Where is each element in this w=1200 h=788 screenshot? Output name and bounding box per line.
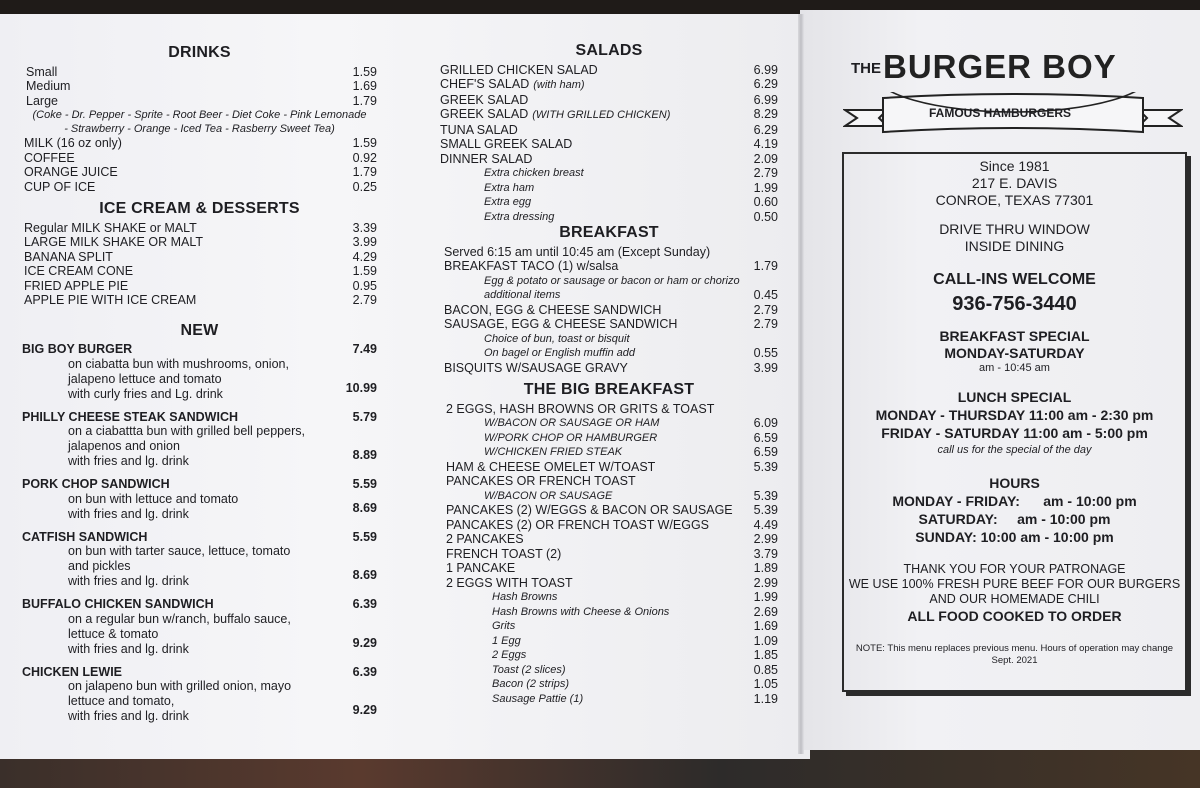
list-item <box>440 590 778 605</box>
item-price: 1.99 <box>753 180 778 195</box>
item-price: 3.99 <box>352 235 377 249</box>
item-name: Hash Browns <box>492 591 558 603</box>
item-name: PHILLY CHEESE STEAK SANDWICH <box>22 409 239 424</box>
item-name: PORK CHOP SANDWICH <box>22 477 170 491</box>
bun-choice-note: Choice of bun, toast or bisquit <box>484 332 630 345</box>
item-name: Toast (2 slices) <box>492 663 566 676</box>
item-description: on a regular bun w/ranch, buffalo sauce, <box>68 611 291 626</box>
item-name: Grits <box>492 620 516 632</box>
list-item: additional items 0.45 <box>484 288 778 302</box>
list-item: BREAKFAST TACO (1) w/salsa 1.79 <box>444 259 778 273</box>
item-note: (WITH GRILLED CHICKEN) <box>532 109 671 121</box>
item-name: Extra egg <box>484 196 532 208</box>
list-item <box>440 63 778 78</box>
item-price: 6.59 <box>753 445 778 459</box>
item-price: 0.85 <box>753 662 778 677</box>
item-name: Medium <box>26 79 71 93</box>
item-price: 1.79 <box>352 93 377 108</box>
item-price: 2.79 <box>753 302 778 317</box>
info-box <box>842 152 1187 692</box>
section-title-breakfast: BREAKFAST <box>559 224 659 241</box>
list-item <box>22 235 377 250</box>
service-block: DRIVE THRU WINDOW INSIDE DINING <box>939 221 1090 254</box>
item-price: 8.29 <box>753 107 778 121</box>
item-name: PANCAKES (2) W/EGGS & BACON OR SAUSAGE <box>446 503 733 517</box>
menu-column-drinks-new <box>22 44 377 732</box>
desserts-list <box>22 221 377 308</box>
item-price: 5.79 <box>352 409 377 424</box>
list-item <box>440 152 778 167</box>
brand-name: BURGER BOY <box>883 48 1117 85</box>
list-item <box>22 264 377 279</box>
item-price: 1.59 <box>352 64 377 79</box>
list-item <box>440 210 778 225</box>
item-name: 1 Egg <box>492 634 521 647</box>
list-item <box>22 293 377 308</box>
breakfast-served-hours: Served 6:15 am until 10:45 am (Except Sunday) <box>444 244 711 259</box>
item-price: 6.59 <box>753 430 778 445</box>
item-name: ICE CREAM CONE <box>24 264 134 278</box>
item-name: FRIED APPLE PIE <box>24 278 129 293</box>
list-item <box>440 518 778 533</box>
item-price: 0.50 <box>753 209 778 224</box>
item-price: 1.19 <box>753 691 778 706</box>
item-description: with fries and lg. drink <box>68 709 189 723</box>
paper-fold <box>798 14 804 754</box>
item-name: Bacon (2 strips) <box>492 678 570 690</box>
item-price: 5.39 <box>753 503 778 517</box>
item-price: 4.29 <box>352 249 377 264</box>
item-description: with fries and lg. drink <box>68 574 189 588</box>
brand-the: THE <box>851 60 881 77</box>
item-description: jalapenos and onion <box>68 439 180 453</box>
hours-block: HOURS MONDAY - FRIDAY: am - 10:00 pm SATURDAY: am - 10:00 pm SUNDAY: 10:00 am - 10:00 pm <box>892 475 1137 545</box>
item-name: PANCAKES (2) OR FRENCH TOAST W/EGGS <box>446 517 710 532</box>
new-menu-item <box>22 410 377 470</box>
item-price: 1.79 <box>352 165 377 179</box>
item-price: 2.79 <box>352 293 377 307</box>
item-price: 6.09 <box>753 416 778 430</box>
list-item: BISQUITS W/SAUSAGE GRAVY 3.99 <box>444 360 778 375</box>
big-breakfast-items <box>440 503 778 590</box>
item-name: TUNA SALAD <box>440 122 518 137</box>
item-name: W/PORK CHOP OR HAMBURGER <box>484 431 658 444</box>
list-item <box>440 137 778 152</box>
menu-column-salads-breakfast <box>440 42 778 706</box>
section-title-desserts: ICE CREAM & DESSERTS <box>99 200 300 217</box>
item-name: Sausage Pattie (1) <box>492 692 584 705</box>
item-description: on a ciabattta bun with grilled bell peppers, <box>68 424 305 438</box>
item-description: with fries and lg. drink <box>68 641 189 656</box>
list-item: HAM & CHEESE OMELET W/TOAST 5.39 <box>446 459 778 474</box>
pancakes-head: PANCAKES OR FRENCH TOAST <box>446 474 636 488</box>
list-item <box>440 677 778 692</box>
drinks-list-more <box>22 136 377 194</box>
list-item <box>440 619 778 634</box>
list-item <box>440 532 778 547</box>
item-price: 1.09 <box>753 633 778 648</box>
item-name: W/BACON OR SAUSAGE OR HAM <box>484 417 660 429</box>
taco-note: Egg & potato or sausage or bacon or ham or chorizo <box>484 274 740 287</box>
item-name: CHEF'S SALAD <box>440 77 530 91</box>
item-name: APPLE PIE WITH ICE CREAM <box>24 293 197 307</box>
list-item <box>440 195 778 210</box>
list-item <box>440 605 778 620</box>
item-price: 1.69 <box>352 79 377 93</box>
item-price: 2.79 <box>753 317 778 331</box>
list-item <box>440 445 778 460</box>
item-note: (with ham) <box>533 79 585 91</box>
item-price: 2.99 <box>753 575 778 590</box>
item-price: 1.85 <box>753 648 778 662</box>
list-item <box>22 136 377 151</box>
item-price: 5.59 <box>352 477 377 491</box>
item-name: 2 Eggs <box>492 649 527 661</box>
list-item <box>22 94 377 109</box>
item-description: with curly fries and Lg. drink <box>68 386 223 401</box>
item-name: CATFISH SANDWICH <box>22 529 148 544</box>
item-name: 2 PANCAKES <box>446 532 524 546</box>
item-price: 6.29 <box>753 77 778 91</box>
item-price: 6.39 <box>352 664 377 679</box>
drinks-note: (Coke - Dr. Pepper - Sprite - Root Beer - Diet Coke - Pink Lemonade - Strawberry - Orange - Iced Tea - Rasberry Sweet Tea) <box>32 109 367 135</box>
list-item <box>22 151 377 166</box>
item-name: DINNER SALAD <box>440 151 533 166</box>
item-name: 2 EGGS WITH TOAST <box>446 575 573 590</box>
item-price: 2.79 <box>753 166 778 180</box>
new-menu-item <box>22 342 377 402</box>
item-price: 0.95 <box>352 278 377 293</box>
list-item <box>440 692 778 707</box>
list-item <box>440 634 778 649</box>
list-item <box>440 303 778 318</box>
item-price: 2.99 <box>753 532 778 546</box>
item-name: SAUSAGE, EGG & CHEESE SANDWICH <box>444 317 678 331</box>
list-item <box>440 547 778 562</box>
item-name: BACON, EGG & CHEESE SANDWICH <box>444 302 662 317</box>
big-breakfast-head: 2 EGGS, HASH BROWNS OR GRITS & TOAST <box>446 401 715 416</box>
item-price: 4.49 <box>753 517 778 532</box>
call-ins-text: CALL-INS WELCOME <box>933 271 1096 288</box>
item-description: lettuce and tomato, <box>68 694 175 708</box>
item-name: COFFEE <box>24 150 75 165</box>
item-price: 5.59 <box>352 529 377 544</box>
combo-price: 8.69 <box>352 500 377 515</box>
lunch-special: LUNCH SPECIAL MONDAY - THURSDAY 11:00 am - 2:30 pm FRIDAY - SATURDAY 11:00 am - 5:00 pm call us for the special of the day <box>875 389 1154 456</box>
section-title-drinks: DRINKS <box>168 44 231 61</box>
item-price: 1.69 <box>753 619 778 633</box>
list-item <box>440 317 778 332</box>
item-price: 1.99 <box>753 590 778 604</box>
item-price: 0.60 <box>753 195 778 209</box>
section-title-salads: SALADS <box>575 42 643 59</box>
item-price: 3.79 <box>753 546 778 561</box>
list-item <box>22 79 377 94</box>
item-name: ORANGE JUICE <box>24 165 118 179</box>
new-menu-item <box>22 665 377 725</box>
combo-price: 9.29 <box>352 703 377 717</box>
item-name: Large <box>26 93 58 108</box>
salad-extras-list <box>440 166 778 224</box>
item-name: Regular MILK SHAKE or MALT <box>24 220 197 235</box>
item-name: GREEK SALAD <box>440 107 529 121</box>
list-item <box>440 181 778 196</box>
item-price: 6.99 <box>753 92 778 107</box>
item-name: CHICKEN LEWIE <box>22 664 122 679</box>
list-item: On bagel or English muffin add 0.55 <box>484 346 778 360</box>
item-name: GRILLED CHICKEN SALAD <box>440 62 598 77</box>
patronage-block: THANK YOU FOR YOUR PATRONAGE WE USE 100% FRESH PURE BEEF FOR OUR BURGERS AND OUR HOMEMADE CHILI ALL FOOD COOKED TO ORDER <box>848 562 1181 624</box>
item-price: 1.89 <box>753 561 778 575</box>
item-description: jalapeno lettuce and tomato <box>68 371 222 386</box>
item-name: Hash Browns with Cheese & Onions <box>492 605 670 618</box>
item-name: BANANA SPLIT <box>24 249 113 264</box>
list-item <box>22 180 377 195</box>
item-price: 2.09 <box>753 151 778 166</box>
item-description: with fries and lg. drink <box>68 454 189 468</box>
item-name: GREEK SALAD <box>440 92 529 107</box>
breakfast-special: BREAKFAST SPECIAL MONDAY-SATURDAY am - 10:45 am <box>939 328 1090 374</box>
list-item <box>440 648 778 663</box>
list-item <box>440 431 778 446</box>
section-title-big-breakfast: THE BIG BREAKFAST <box>523 381 695 398</box>
item-price: 7.49 <box>352 342 377 356</box>
list-item <box>440 561 778 576</box>
list-item <box>22 221 377 236</box>
list-item <box>440 576 778 591</box>
item-name: CUP OF ICE <box>24 179 96 194</box>
item-name: LARGE MILK SHAKE OR MALT <box>24 235 203 249</box>
item-name: MILK (16 oz only) <box>24 136 122 150</box>
item-price: 6.39 <box>352 597 377 611</box>
item-name: Extra ham <box>484 181 535 194</box>
list-item <box>22 279 377 294</box>
item-description: with fries and lg. drink <box>68 506 189 521</box>
drinks-list <box>22 65 377 109</box>
item-name: Extra chicken breast <box>484 167 584 179</box>
brand-tagline: FAMOUS HAMBURGERS <box>929 106 1072 120</box>
list-item <box>440 77 778 93</box>
item-price: 0.25 <box>352 179 377 194</box>
breakfast-sides <box>440 590 778 706</box>
address-block: Since 1981 217 E. DAVIS CONROE, TEXAS 77301 <box>935 158 1094 208</box>
item-price: 4.19 <box>753 137 778 151</box>
item-description: on bun with tarter sauce, lettuce, tomato <box>68 544 291 558</box>
item-description: on ciabatta bun with mushrooms, onion, <box>68 356 289 371</box>
breakfast-sandwiches <box>440 303 778 332</box>
item-name: FRENCH TOAST (2) <box>446 546 562 561</box>
big-breakfast-options <box>440 416 778 460</box>
list-item <box>440 416 778 431</box>
item-price: 1.05 <box>753 677 778 691</box>
menu-note: NOTE: This menu replaces previous menu. Hours of operation may change Sept. 2021 <box>855 643 1174 666</box>
combo-price: 8.89 <box>352 448 377 462</box>
item-name: Small <box>26 64 58 79</box>
list-item: W/BACON OR SAUSAGE 5.39 <box>484 488 778 503</box>
list-item <box>440 107 778 123</box>
item-price: 3.39 <box>352 220 377 235</box>
item-price: 6.29 <box>753 122 778 137</box>
item-description: on bun with lettuce and tomato <box>68 491 239 506</box>
item-price: 1.59 <box>352 264 377 278</box>
new-menu-item <box>22 477 377 522</box>
list-item <box>440 93 778 108</box>
combo-price: 9.29 <box>352 635 377 650</box>
item-name: Extra dressing <box>484 210 555 223</box>
item-price: 6.99 <box>753 62 778 77</box>
item-description: and pickles <box>68 559 131 573</box>
burger-boy-logo <box>843 48 1183 148</box>
new-items-list <box>22 342 377 724</box>
item-description: lettuce & tomato <box>68 626 159 641</box>
item-description: on jalapeno bun with grilled onion, mayo <box>68 679 292 693</box>
list-item <box>440 503 778 518</box>
item-price: 1.59 <box>352 136 377 150</box>
phone-number: 936-756-3440 <box>952 293 1077 315</box>
new-menu-item <box>22 597 377 657</box>
list-item <box>440 166 778 181</box>
item-price: 0.92 <box>352 150 377 165</box>
item-name: SMALL GREEK SALAD <box>440 137 573 151</box>
list-item <box>22 65 377 80</box>
list-item <box>440 663 778 678</box>
list-item <box>22 250 377 265</box>
section-title-new: NEW <box>180 321 219 339</box>
combo-price: 10.99 <box>345 380 377 395</box>
combo-price: 8.69 <box>352 568 377 582</box>
list-item <box>22 165 377 180</box>
item-name: 1 PANCAKE <box>446 561 516 575</box>
item-price: 2.69 <box>753 604 778 619</box>
new-menu-item <box>22 530 377 590</box>
salads-list <box>440 63 778 167</box>
item-name: BUFFALO CHICKEN SANDWICH <box>22 597 214 611</box>
item-name: W/CHICKEN FRIED STEAK <box>484 446 623 458</box>
item-name: BIG BOY BURGER <box>22 342 133 356</box>
list-item <box>440 123 778 138</box>
